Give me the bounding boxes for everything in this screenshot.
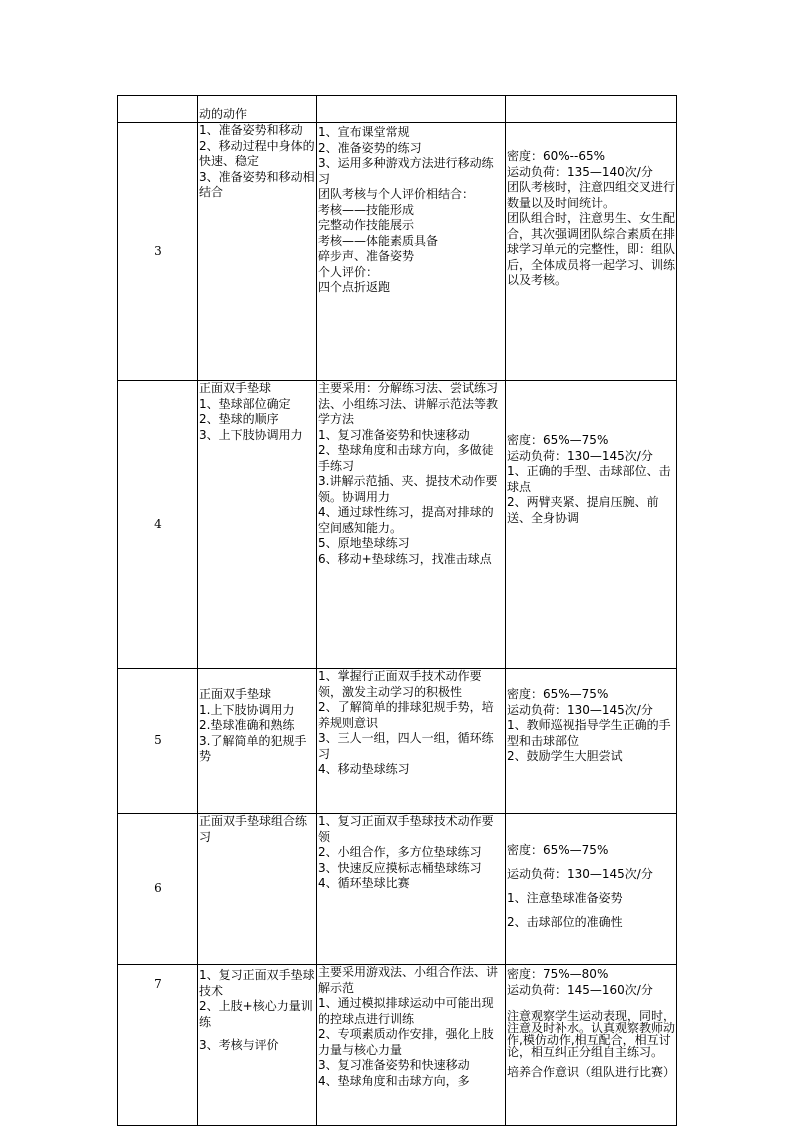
content-line: 3、准备姿势和移动相结合 bbox=[199, 169, 315, 199]
content-line: 2、移动过程中身体的快速、稳定 bbox=[199, 138, 315, 168]
load-line: 运动负荷：130—145次/分 bbox=[507, 867, 653, 881]
content-cell bbox=[198, 123, 317, 381]
method-cell bbox=[317, 965, 506, 1126]
load-line: 团队考核时，注意四组交叉进行数量以及时间统计。 bbox=[507, 180, 676, 210]
content-cell bbox=[198, 96, 317, 123]
content-line: 3.了解简单的犯规手势 bbox=[199, 733, 307, 763]
load-line: 注意观察学生运动表现，同时，注意及时补水。认真观察教师动作,模仿动作,相互配合，相互讨论，相互纠正分组自主练习。 bbox=[507, 1009, 676, 1059]
lesson-number: 6 bbox=[118, 814, 198, 965]
method-line: 3.讲解示范插、夹、提技术动作要领。协调用力 bbox=[318, 474, 498, 504]
load-line: 密度：75%—80% bbox=[507, 967, 609, 981]
lesson-number: 3 bbox=[118, 123, 198, 381]
load-cell bbox=[506, 965, 677, 1126]
method-line: 2、垫球角度和击球方向，多做徒手练习 bbox=[318, 443, 494, 473]
method-cell bbox=[317, 381, 506, 669]
load-line: 2、击球部位的准确性 bbox=[507, 915, 623, 929]
load-cell bbox=[506, 381, 677, 669]
spacer bbox=[199, 1030, 316, 1038]
lesson-plan-table bbox=[117, 95, 677, 1126]
load-cell bbox=[506, 123, 677, 381]
method-line: 1、宣布课堂常规 bbox=[318, 125, 410, 139]
method-line: 5、原地垫球练习 bbox=[318, 536, 410, 550]
load-line: 培养合作意识（组队进行比赛） bbox=[507, 1065, 676, 1079]
content-cell bbox=[198, 965, 317, 1126]
content-line: 1、准备姿势和移动 bbox=[199, 123, 303, 137]
method-line: 6、移动+垫球练习，找准击球点 bbox=[318, 551, 492, 566]
content-line: 动的动作 bbox=[199, 106, 248, 121]
method-line: 考核——技能形成 bbox=[318, 202, 415, 217]
content-line: 1、垫球部位确定 bbox=[199, 396, 291, 411]
method-line: 4、循环垫球比赛 bbox=[318, 876, 410, 890]
content-line: 3、考核与评价 bbox=[199, 1038, 279, 1052]
content-cell bbox=[198, 669, 317, 814]
method-line: 四个点折返跑 bbox=[318, 280, 391, 294]
method-line: 考核——体能素质具备 bbox=[318, 233, 439, 248]
content-line: 正面双手垫球 bbox=[199, 381, 272, 395]
method-line: 2、了解简单的排球犯规手势，培养规则意识 bbox=[318, 700, 494, 730]
load-line: 运动负荷：135—140次/分 bbox=[507, 164, 653, 179]
load-line: 2、两臂夹紧、提肩压腕、前送、全身协调 bbox=[507, 495, 659, 525]
load-line: 运动负荷：130—145次/分 bbox=[507, 702, 653, 717]
load-cell bbox=[506, 669, 677, 814]
method-line: 3、运用多种游戏方法进行移动练习 bbox=[318, 156, 494, 186]
method-line: 碎步声、准备姿势 bbox=[318, 249, 415, 263]
load-line: 密度：60%--65% bbox=[507, 149, 606, 163]
method-line: 主要采用：分解练习法、尝试练习法、小组练习法、讲解示范法等教学方法 bbox=[318, 381, 499, 426]
method-line: 1、复习正面双手垫球技术动作要领 bbox=[318, 814, 494, 844]
method-line: 2、专项素质动作安排，强化上肢力量与核心力量 bbox=[318, 1027, 494, 1057]
method-line: 1、通过模拟排球运动中可能出现的控球点进行训练 bbox=[318, 996, 494, 1026]
lesson-number: 7 bbox=[118, 965, 198, 1126]
content-cell bbox=[198, 381, 317, 669]
method-line: 完整动作技能展示 bbox=[318, 218, 415, 232]
load-line: 2、鼓励学生大胆尝试 bbox=[507, 749, 623, 763]
method-line: 3、三人一组，四人一组，循环练习 bbox=[318, 731, 494, 761]
content-line: 3、上下肢协调用力 bbox=[199, 427, 303, 442]
content-cell bbox=[198, 814, 317, 965]
load-line: 密度：65%—75% bbox=[507, 843, 609, 857]
content-line: 2、上肢+核心力量训练 bbox=[199, 999, 313, 1029]
method-cell bbox=[317, 814, 506, 965]
content-line: 正面双手垫球 bbox=[199, 687, 272, 701]
content-line: 1、复习正面双手垫球技术 bbox=[199, 968, 315, 998]
method-line: 4、移动垫球练习 bbox=[318, 762, 410, 776]
lesson-number: 4 bbox=[118, 381, 198, 669]
method-line: 4、通过球性练习，提高对排球的空间感知能力。 bbox=[318, 505, 494, 535]
table-row bbox=[118, 814, 677, 965]
content-line: 2、垫球的顺序 bbox=[199, 412, 279, 426]
load-cell bbox=[506, 96, 677, 123]
table-row bbox=[118, 669, 677, 814]
load-line: 1、注意垫球准备姿势 bbox=[507, 891, 623, 905]
content-line: 2.垫球准确和熟练 bbox=[199, 718, 295, 732]
table-row bbox=[118, 123, 677, 381]
content-line: 正面双手垫球组合练习 bbox=[199, 814, 308, 844]
lesson-number: 5 bbox=[118, 669, 198, 814]
lesson-number bbox=[118, 96, 198, 123]
load-line: 1、教师巡视指导学生正确的手型和击球部位 bbox=[507, 718, 671, 748]
method-cell bbox=[317, 96, 506, 123]
load-line: 运动负荷：145—160次/分 bbox=[507, 982, 653, 997]
method-line: 2、小组合作，多方位垫球练习 bbox=[318, 845, 482, 859]
method-line: 团队考核与个人评价相结合： bbox=[318, 187, 475, 201]
load-line: 密度：65%—75% bbox=[507, 433, 609, 447]
method-line: 1、掌握行正面双手技术动作要领，激发主动学习的积极性 bbox=[318, 669, 482, 699]
load-cell bbox=[506, 814, 677, 965]
method-cell bbox=[317, 669, 506, 814]
load-line: 1、正确的手型、击球部位、击球点 bbox=[507, 464, 671, 494]
method-line: 1、复习准备姿势和快速移动 bbox=[318, 427, 470, 442]
method-line: 2、准备姿势的练习 bbox=[318, 140, 422, 155]
load-line: 密度：65%—75% bbox=[507, 687, 609, 701]
table-row bbox=[118, 381, 677, 669]
method-line: 4、垫球角度和击球方向，多 bbox=[318, 1073, 470, 1088]
load-line: 团队组合时，注意男生、女生配合，其次强调团队综合素质在排球学习单元的完整性，即：组队后，全体成员将一起学习、训练以及考核。 bbox=[507, 211, 676, 287]
table-row bbox=[118, 965, 677, 1126]
method-cell bbox=[317, 123, 506, 381]
method-line: 个人评价： bbox=[318, 264, 379, 279]
content-line: 1.上下肢协调用力 bbox=[199, 702, 295, 717]
method-line: 3、快速反应摸标志桶垫球练习 bbox=[318, 860, 482, 875]
method-line: 3、复习准备姿势和快速移动 bbox=[318, 1058, 470, 1072]
load-line: 运动负荷：130—145次/分 bbox=[507, 448, 653, 463]
method-line: 主要采用游戏法、小组合作法、讲解示范 bbox=[318, 965, 499, 995]
table-row bbox=[118, 96, 677, 123]
